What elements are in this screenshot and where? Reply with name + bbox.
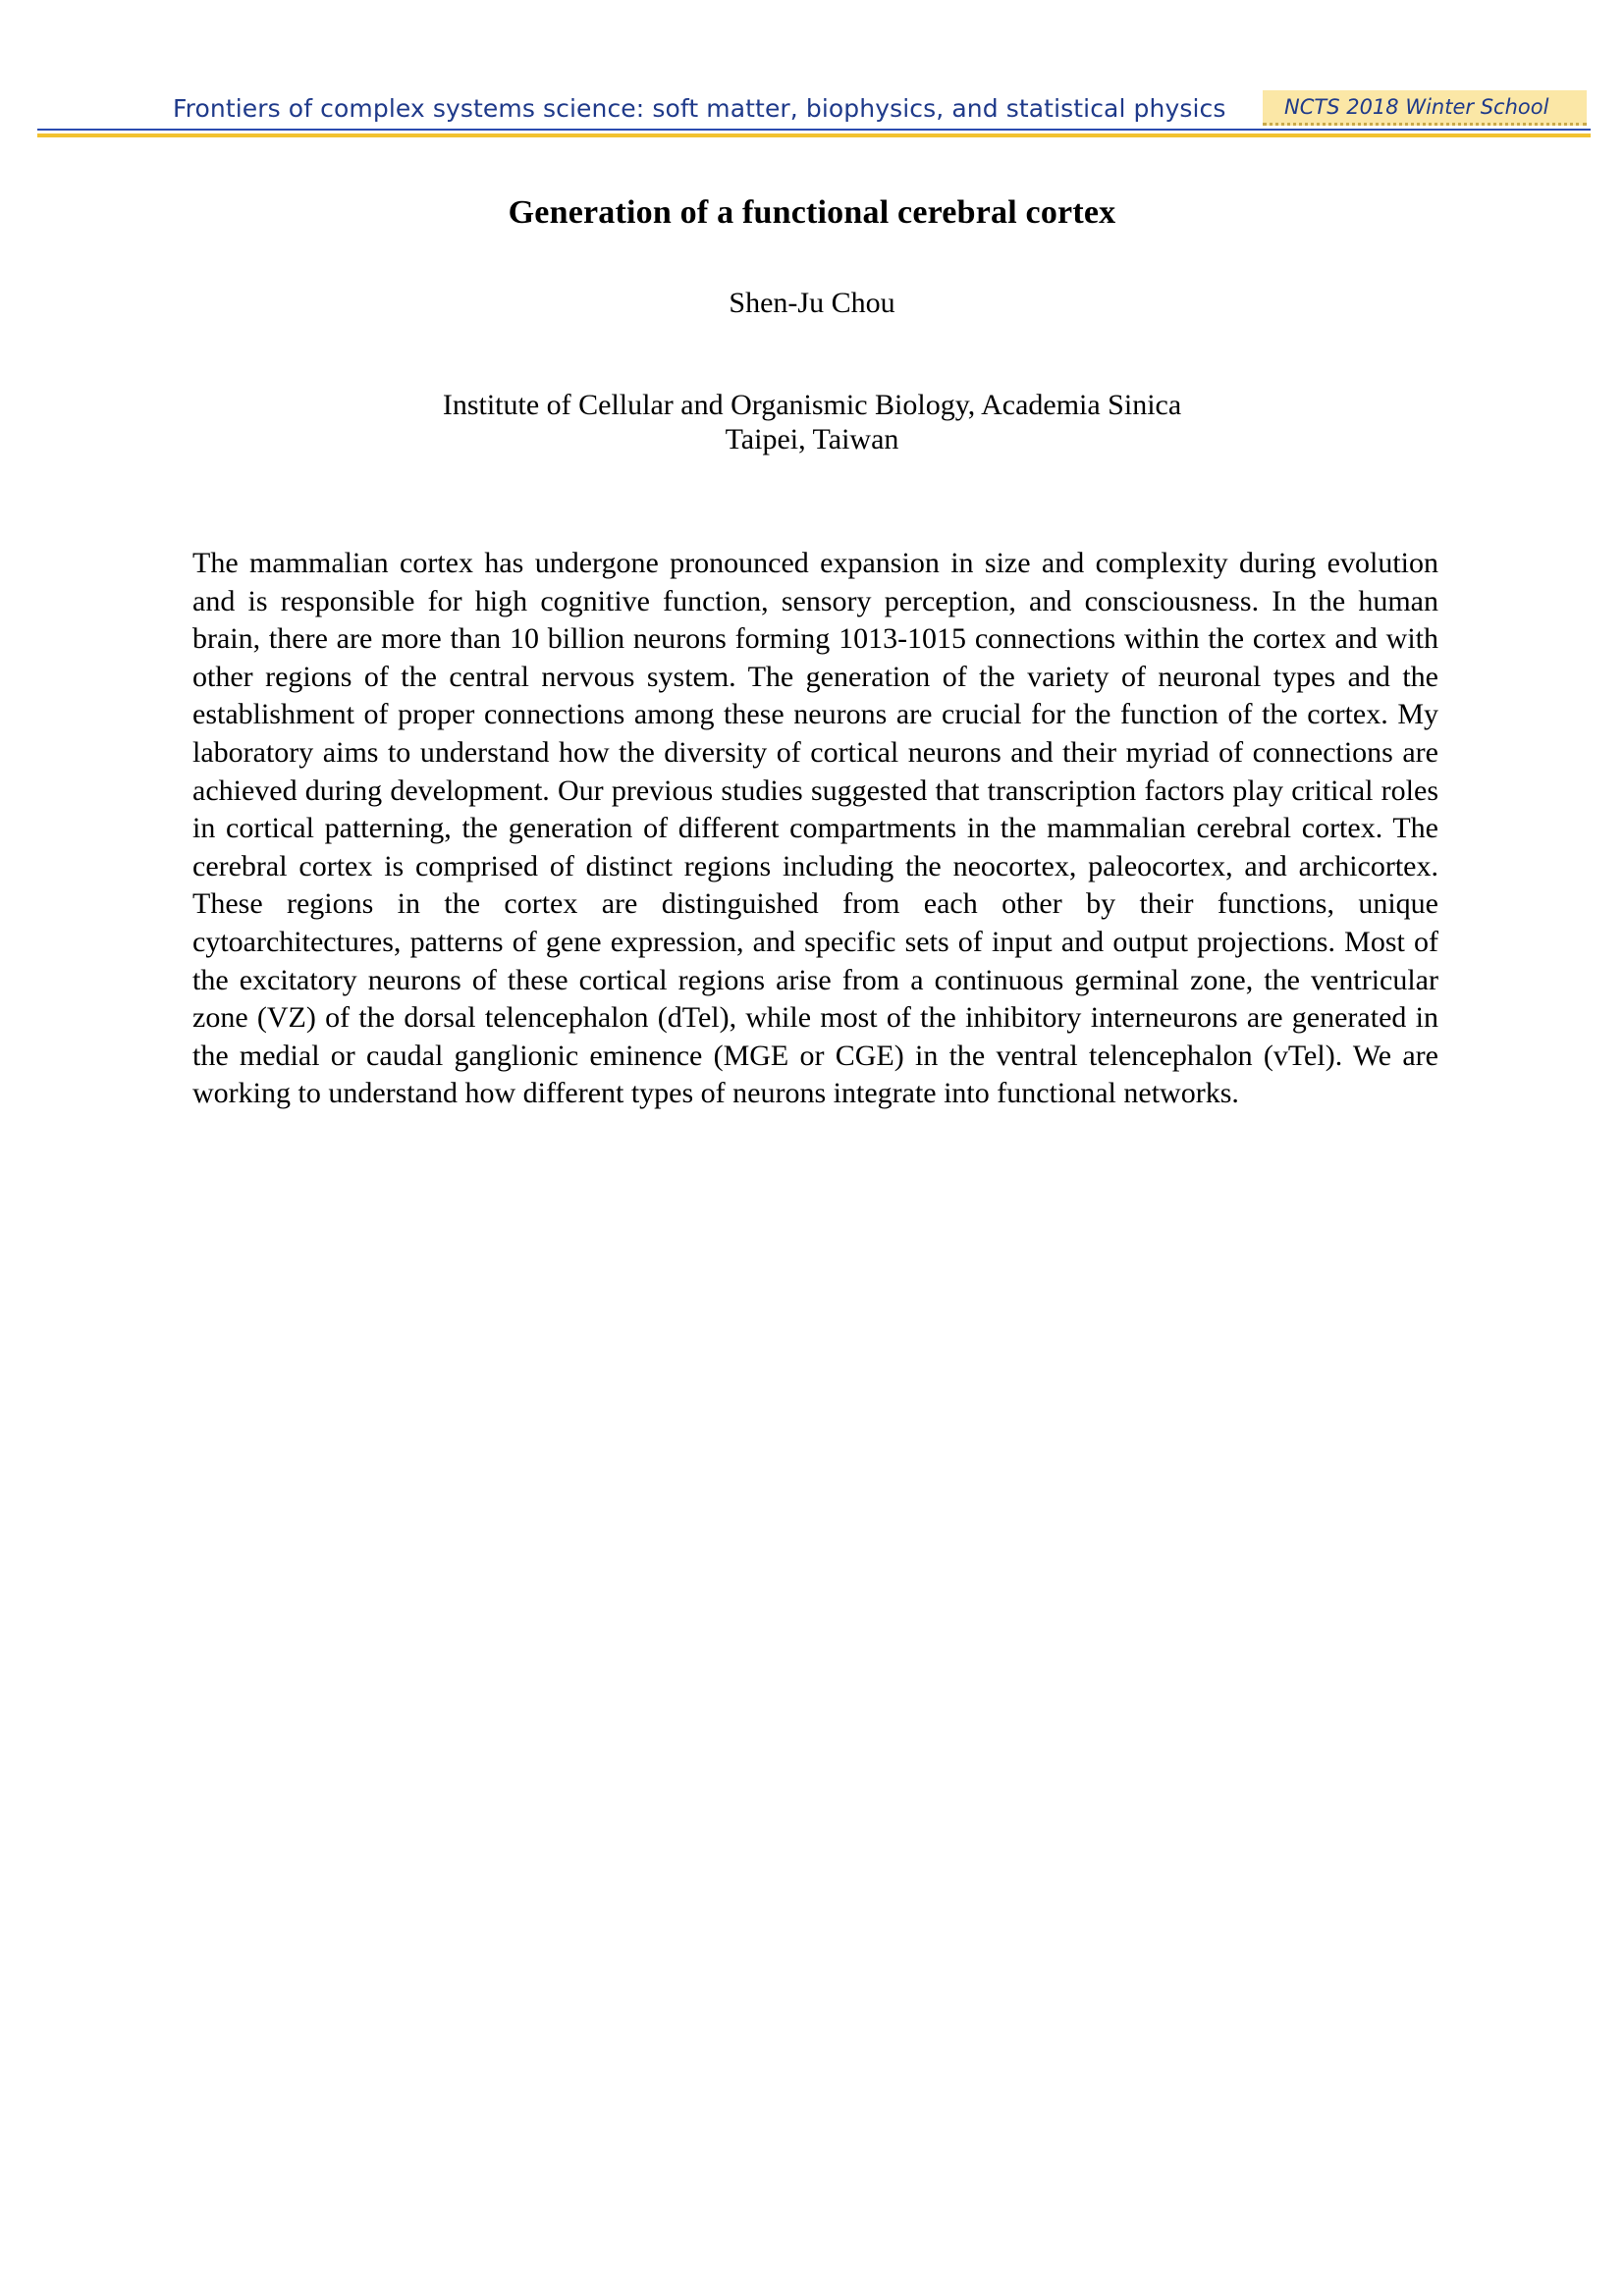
affiliation-location: Taipei, Taiwan [725, 423, 899, 455]
header-rule-gold [37, 133, 1591, 137]
affiliation-institute: Institute of Cellular and Organismic Biology, Academia Sinica [442, 389, 1182, 421]
page-header [0, 0, 1624, 147]
paper-affiliation [0, 388, 1624, 456]
header-badge [1263, 90, 1587, 126]
header-badge-label: NCTS 2018 Winter School [1284, 95, 1549, 119]
paper-author: Shen-Ju Chou [729, 287, 895, 319]
paper-title: Generation of a functional cerebral cortex [508, 194, 1116, 231]
header-series-title: Frontiers of complex systems science: soft matter, biophysics, and statistical physics [173, 94, 1226, 123]
abstract-body: The mammalian cortex has undergone pronounced expansion in size and complexity during evolution and is responsible for high cognitive function, sensory perception, and consciousness. In the human brain, there are more than 10 billion neurons forming 1013-1015 connections within the cortex and with other regions of the central nervous system. The generation of the variety of neuronal types and the establishment of proper connections among these neurons are crucial for the function of the cortex. My laboratory aims to understand how the diversity of cortical neurons and their myriad of connections are achieved during development. Our previous studies suggested that transcription factors play critical roles in cortical patterning, the generation of different compartments in the mammalian cerebral cortex. The cerebral cortex is comprised of distinct regions including the neocortex, paleocortex, and archicortex. These regions in the cortex are distinguished from each other by their functions, unique cytoarchitectures, patterns of gene expression, and specific sets of input and output projections. Most of the excitatory neurons of these cortical regions arise from a continuous germinal zone, the ventricular zone (VZ) of the dorsal telencephalon (dTel), while most of the inhibitory interneurons are generated in the medial or caudal ganglionic eminence (MGE or CGE) in the ventral telencephalon (vTel). We are working to understand how different types of neurons integrate into functional networks. [192, 547, 1438, 1110]
header-rule-blue [37, 129, 1591, 131]
